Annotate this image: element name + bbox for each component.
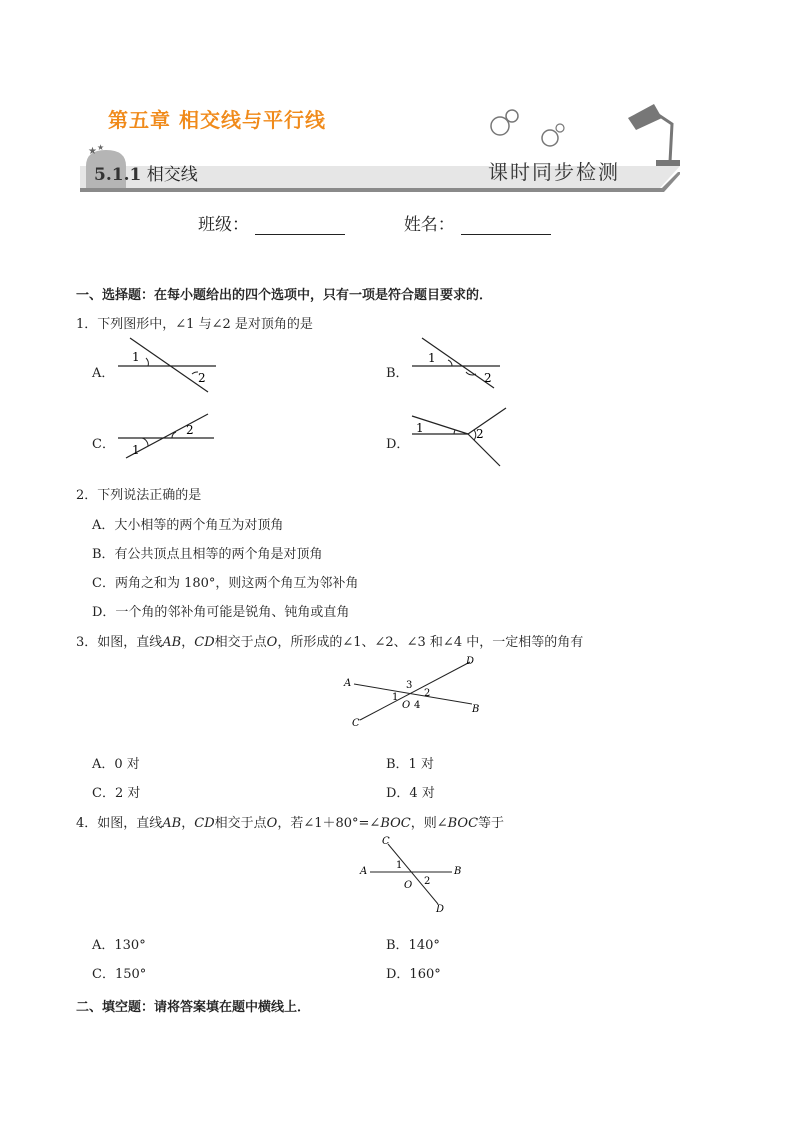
banner-text: 课时同步检测 bbox=[488, 160, 620, 184]
class-blank[interactable] bbox=[255, 218, 345, 235]
q4-option-b[interactable]: B．140° bbox=[386, 938, 440, 953]
q4-label-d: D bbox=[436, 904, 445, 914]
q3-comma: ， bbox=[181, 635, 195, 650]
q1c-angle2-label: 2 bbox=[186, 423, 194, 437]
part1-heading: 一、选择题：在每小题给出的四个选项中，只有一项是符合题目要求的． bbox=[76, 288, 493, 303]
q4-angle-boc-2: BOC bbox=[447, 816, 479, 831]
name-blank[interactable] bbox=[461, 218, 551, 235]
q1a-angle1-label: 1 bbox=[132, 350, 140, 364]
q3-option-c[interactable]: C．2 对 bbox=[92, 786, 141, 801]
svg-text:★: ★ bbox=[88, 146, 97, 157]
q2-stem: 2．下列说法正确的是 bbox=[76, 488, 202, 503]
student-info bbox=[198, 210, 551, 235]
name-label: 姓名： bbox=[403, 215, 455, 235]
q4-label-o: O bbox=[404, 880, 413, 891]
q3-figure bbox=[340, 654, 490, 730]
q4-stem-mid: 相交于点 bbox=[214, 816, 267, 831]
q4-line-cd: CD bbox=[194, 816, 215, 831]
q2-option-a[interactable]: A．大小相等的两个角互为对顶角 bbox=[92, 518, 284, 533]
q2-option-d[interactable]: D．一个角的邻补角可能是锐角、钝角或直角 bbox=[92, 605, 350, 620]
q3-point-o: O bbox=[266, 635, 278, 650]
q3-label-2: 2 bbox=[424, 688, 431, 699]
q4-option-a[interactable]: A．130° bbox=[92, 938, 146, 953]
q4-option-d[interactable]: D．160° bbox=[386, 967, 441, 982]
q4-label-2: 2 bbox=[424, 876, 431, 887]
q3-stem-pre: 3．如图，直线 bbox=[76, 635, 163, 650]
q4-label-c: C bbox=[382, 836, 390, 847]
q4-cond-mid: ，则∠ bbox=[410, 816, 448, 831]
q3-label-3: 3 bbox=[406, 680, 413, 691]
q4-label-1: 1 bbox=[396, 860, 403, 871]
q2-option-c[interactable]: C．两角之和为 180°，则这两个角互为邻补角 bbox=[92, 576, 359, 591]
q4-option-c[interactable]: C．150° bbox=[92, 967, 147, 982]
section-title: 相交线 bbox=[146, 165, 198, 185]
q3-label-b: B bbox=[472, 704, 480, 715]
q4-angle-boc: BOC bbox=[380, 816, 411, 831]
q3-stem-post: ，所形成的∠1、∠2、∠3 和∠4 中，一定相等的角有 bbox=[277, 635, 584, 650]
q3-label-c: C bbox=[352, 718, 360, 729]
q4-figure bbox=[356, 834, 466, 914]
q1d-angle2-label: 2 bbox=[476, 427, 484, 441]
q4-comma: ， bbox=[181, 816, 195, 831]
q4-line-ab: AB bbox=[162, 816, 182, 831]
q1-figure-a bbox=[112, 334, 222, 396]
q4-point-o: O bbox=[266, 816, 278, 831]
q3-label-a: A bbox=[344, 678, 352, 689]
q1b-angle1-label: 1 bbox=[428, 351, 436, 365]
q2-option-b[interactable]: B．有公共顶点且相等的两个角是对顶角 bbox=[92, 547, 323, 562]
q3-label-d: D bbox=[466, 656, 475, 667]
q3-line-cd: CD bbox=[194, 635, 215, 650]
q4-stem-pre: 4．如图，直线 bbox=[76, 816, 163, 831]
q1-stem: 1．下列图形中，∠1 与∠2 是对顶角的是 bbox=[76, 317, 313, 332]
q1-option-a-label[interactable]: A． bbox=[92, 366, 115, 381]
q1-option-b-label[interactable]: B． bbox=[386, 366, 409, 381]
section-label bbox=[94, 160, 198, 185]
q1c-angle1-label: 1 bbox=[132, 443, 140, 457]
q3-label-4: 4 bbox=[414, 700, 421, 711]
q1-option-d-label[interactable]: D． bbox=[386, 437, 410, 452]
q1d-angle1-label: 1 bbox=[416, 421, 424, 435]
q3-line-ab: AB bbox=[162, 635, 182, 650]
q3-stem-mid: 相交于点 bbox=[214, 635, 267, 650]
q1-figure-d bbox=[406, 404, 512, 470]
q4-cond-post: 等于 bbox=[478, 816, 505, 831]
svg-text:★: ★ bbox=[97, 143, 105, 152]
q3-option-b[interactable]: B．1 对 bbox=[386, 757, 434, 772]
q1b-angle2-label: 2 bbox=[484, 371, 492, 385]
q1a-angle2-label: 2 bbox=[198, 371, 206, 385]
q3-option-d[interactable]: D．4 对 bbox=[386, 786, 435, 801]
q4-label-a: A bbox=[360, 866, 368, 877]
q1-figure-b bbox=[406, 334, 506, 396]
q4-cond-pre: ，若∠1＋80°=∠ bbox=[277, 816, 381, 831]
q1-figure-c bbox=[112, 408, 222, 464]
q1-option-c-label[interactable]: C． bbox=[92, 437, 115, 452]
q3-label-o: O bbox=[402, 700, 411, 711]
q3-stem bbox=[76, 631, 583, 650]
q4-label-b: B bbox=[454, 866, 462, 877]
q3-option-a[interactable]: A．0 对 bbox=[92, 757, 140, 772]
section-number: 5.1.1 bbox=[94, 165, 142, 185]
class-label: 班级： bbox=[198, 215, 249, 235]
part2-heading: 二、填空题：请将答案填在题中横线上． bbox=[76, 1000, 311, 1015]
q4-stem bbox=[76, 812, 504, 831]
q3-label-1: 1 bbox=[392, 692, 399, 703]
chapter-title: 第五章 相交线与平行线 bbox=[108, 108, 326, 132]
